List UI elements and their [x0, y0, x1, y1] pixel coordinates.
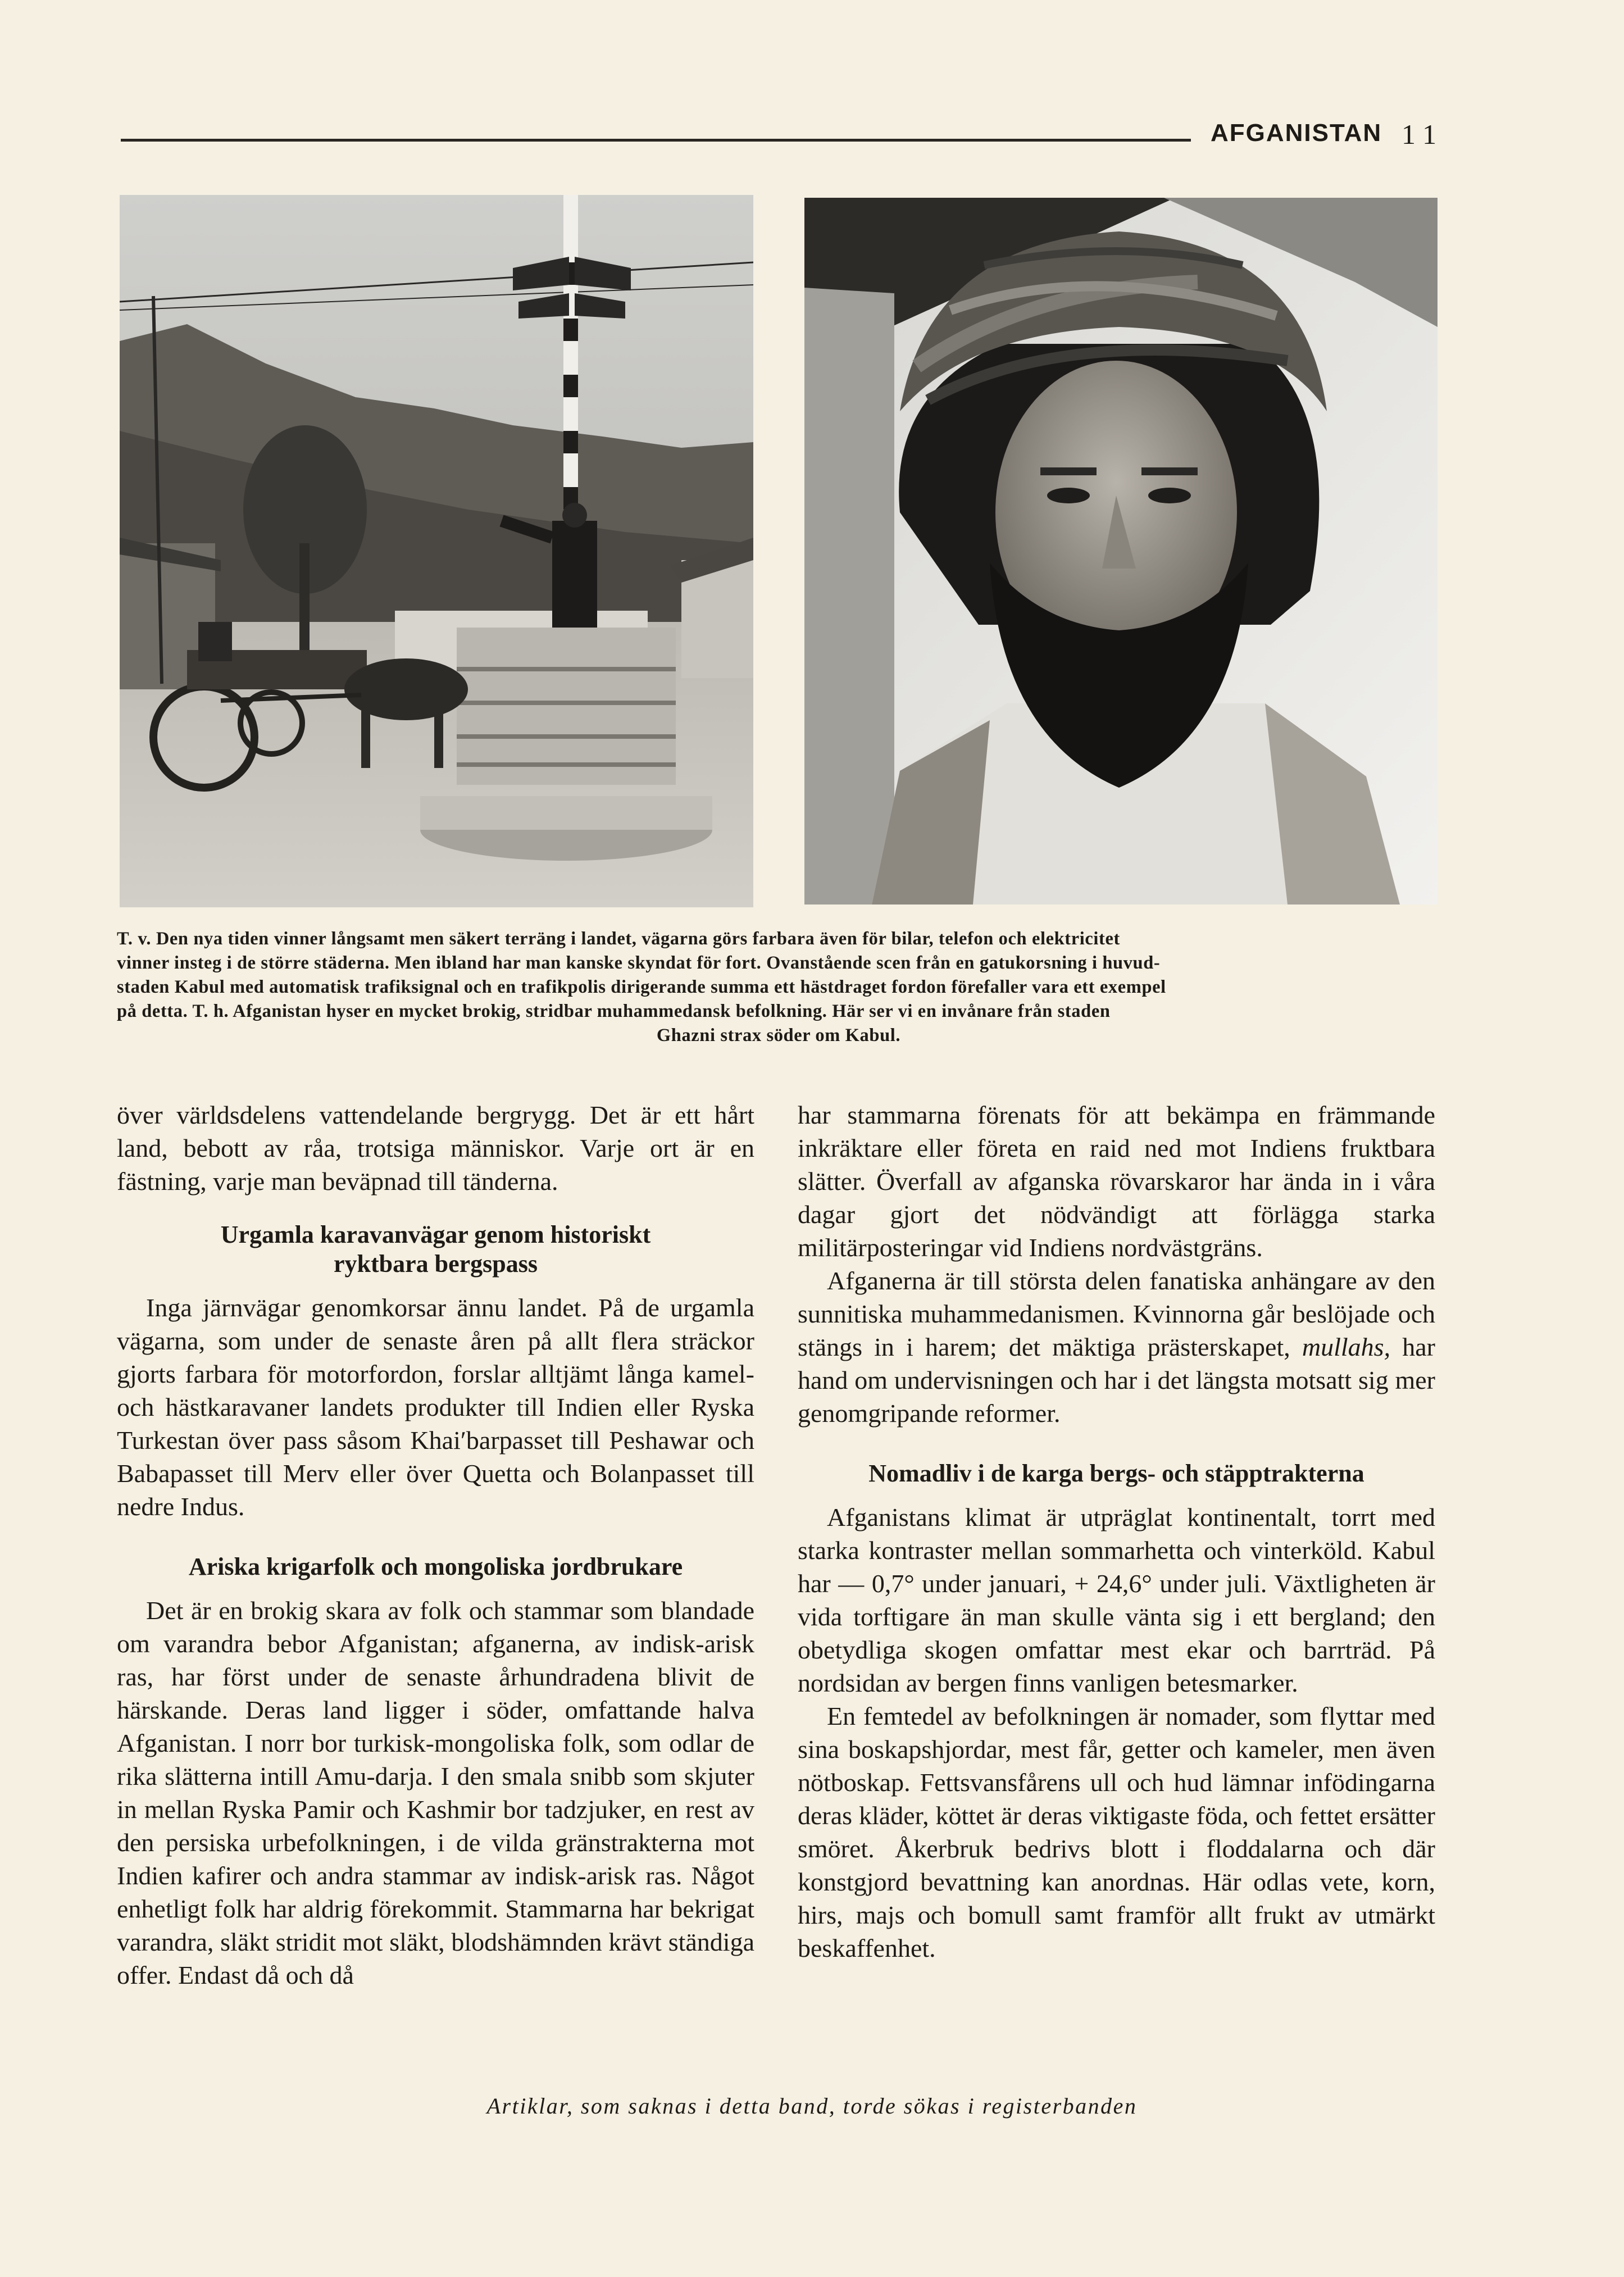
heading-line: ryktbara bergspass: [333, 1250, 538, 1278]
caption-line: T. v. Den nya tiden vinner långsamt men säkert terräng i landet, vägarna görs farbara även för bilar, telefon och elektricitet: [117, 929, 1120, 949]
portrait-photo: [804, 198, 1438, 905]
paragraph: har stammarna förenats för att bekämpa en främmande inkräktare eller företa en raid ned mot Indiens fruktbara slätter. Överfall av afganska rövarskaror har ända in i våra dagar gjort det nödvändigt att förlägga starka militärposteringar vid Indiens nordvästgräns.: [798, 1101, 1435, 1262]
right-column: [798, 1098, 1435, 1965]
caption-line: Ghazni strax söder om Kabul.: [656, 1025, 901, 1046]
paragraph: Det är en brokig skara av folk och stammar som blandade om varandra bebor Afganistan; afganerna, av indisk-arisk ras, har först under de senaste århundradena blivit de härskande. Deras land ligger i söder, omfattande halva Afganistan. I norr bor turkisk-mongoliska folk, som odlar de rika slätterna intill Amu-darja. I den smala snibb som skjuter in mellan Ryska Pamir och Kashmir bor tadzjuker, en rest av den persiska urbefolkningen, i de vilda gränstrakterna mot Indien kafirer och andra stammar av indisk-arisk ras. Något enhetligt folk har aldrig förekommit. Stammarna har bekrigat varandra, släkt stridit mot släkt, blodshämnden krävt ständiga offer. Endast då och då: [117, 1596, 754, 1989]
section-heading: Nomadliv i de karga bergs- och stäpptrakterna: [868, 1460, 1364, 1487]
left-column: [117, 1098, 754, 1992]
heading-line: Urgamla karavanvägar genom historiskt: [220, 1221, 651, 1248]
paragraph-text: har hand om undervisningen och har i det längsta motsatt sig mer genomgripande reformer.: [798, 1333, 1435, 1428]
paragraph-text: Afganerna är till största delen fanatiska anhängare av den sunnitiska muhammedanismen. Kvinnorna går beslöjade och stängs in i harem; det mäktiga prästerskapet,: [798, 1266, 1435, 1361]
section-heading: [117, 1220, 754, 1279]
traffic-signal-photo: [120, 195, 753, 907]
page-number: 11: [1402, 119, 1445, 150]
running-title: AFGANISTAN: [1211, 119, 1382, 147]
caption-line: på detta. T. h. Afganistan hyser en mycket brokig, stridbar muhammedansk befolkning. Här ser vi en invånare från staden: [117, 1001, 1111, 1021]
photo-caption: [117, 927, 1440, 1048]
paragraph: Afganistans klimat är utpräglat kontinentalt, torrt med starka kontraster mellan sommarhetta och vinterköld. Kabul har — 0,7° under januari, + 24,6° under juli. Växtligheten är vida torftigare än man skulle vänta sig i ett bergland; den obetydliga skogen omfattar mest ekar och barrträd. På nordsidan av bergen finns vanligen betesmarker.: [798, 1503, 1435, 1697]
section-heading: Ariska krigarfolk och mongoliska jordbrukare: [188, 1553, 683, 1580]
caption-line: vinner insteg i de större städerna. Men ibland har man kanske skyndat för fort. Ovanstående scen från en gatukorsning i huvud-: [117, 953, 1161, 973]
paragraph: [798, 1264, 1435, 1430]
header-rule: [121, 139, 1191, 142]
italic-term: mullahs,: [1302, 1333, 1391, 1361]
footer-note: Artiklar, som saknas i detta band, torde sökas i registerbanden: [486, 2093, 1138, 2119]
paragraph: Inga järnvägar genomkorsar ännu landet. På de urgamla vägarna, som under de senaste åren på allt flera sträckor gjorts farbara för motorfordon, forslar alltjämt långa kamel- och hästkaravaner landets produkter till Indien eller Ryska Turkestan över pass såsom Khaiʹbarpasset till Peshawar och Babapasset till Merv eller över Quetta och Bolanpasset till nedre Indus.: [117, 1293, 754, 1521]
paragraph: En femtedel av befolkningen är nomader, som flyttar med sina boskapshjordar, mest får, getter och kameler, men även nötboskap. Fettsvansfårens ull och hud lämnar infödingarna deras kläder, köttet är deras viktigaste föda, och fettet ersätter smöret. Åkerbruk bedrivs blott i floddalarna och där konstgjord bevattning kan anordnas. Här odlas vete, korn, hirs, majs och bomull samt framför allt frukt av utmärkt beskaffenhet.: [798, 1702, 1435, 1962]
paragraph: över världsdelens vattendelande bergrygg. Det är ett hårt land, bebott av råa, trotsiga människor. Varje ort är en fästning, varje man beväpnad till tänderna.: [117, 1101, 754, 1196]
caption-line: staden Kabul med automatisk trafiksignal och en trafikpolis dirigerande summa ett hästdraget fordon förefaller vara ett exempel: [117, 977, 1166, 997]
